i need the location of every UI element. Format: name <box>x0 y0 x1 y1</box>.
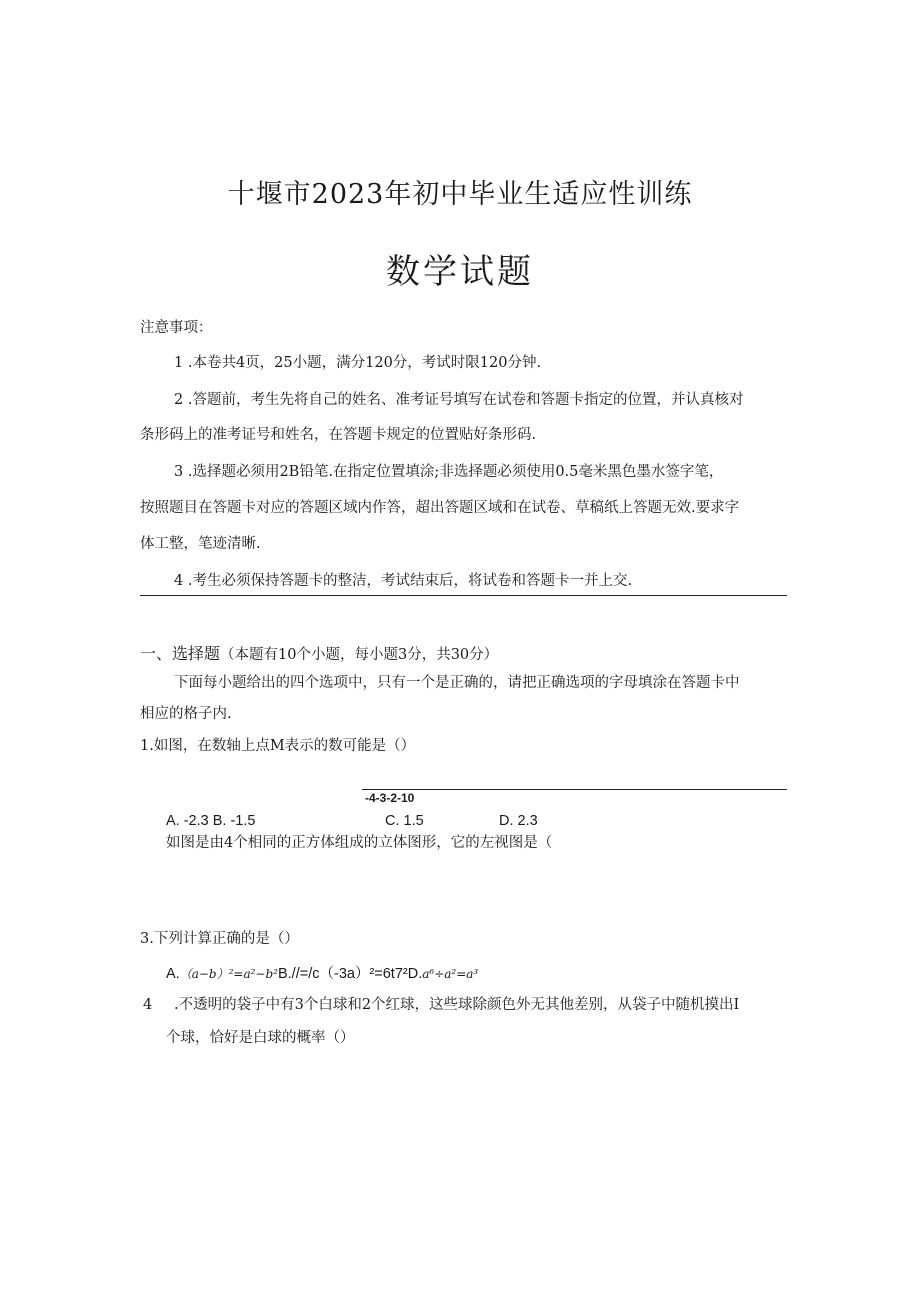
note-item-3-line-1: 3 .选择题必须用2B铅笔.在指定位置填涂;非选择题必须使用0.5毫米黑色墨水签字笔， <box>174 464 724 480</box>
question-3-option-d-expr: a⁶÷a²=a³ <box>422 967 479 981</box>
question-4-line-1: .不透明的袋子中有3个白球和2个红球，这些球除颜色外无其他差别，从袋子中随机摸出I <box>174 997 740 1013</box>
question-3-options <box>166 962 478 983</box>
note-item-1: 1 .本卷共4页，25小题，满分120分，考试时限120分钟. <box>174 355 542 371</box>
exam-title: 十堰市2023年初中毕业生适应性训练 <box>227 179 693 210</box>
question-3-option-a-expr: （a−b）²=a²−b² <box>179 967 278 981</box>
section-1-instruction-line-1: 下面每小题给出的四个选项中，只有一个是正确的，请把正确选项的字母填涂在答题卡中 <box>174 675 740 691</box>
question-1-options-ab: A. -2.3 B. -1.5 <box>166 813 256 829</box>
number-line <box>362 789 787 790</box>
divider-line <box>140 595 787 596</box>
question-3-text: 3.下列计算正确的是（） <box>140 931 299 947</box>
question-4-line-2: 个球，恰好是白球的概率（） <box>166 1030 355 1046</box>
notes-heading: 注意事项： <box>140 320 213 336</box>
question-2-text: 如图是由4个相同的正方体组成的立体图形，它的左视图是（ <box>166 835 553 851</box>
note-item-2-line-2: 条形码上的准考证号和姓名，在答题卡规定的位置贴好条形码. <box>140 427 537 443</box>
question-3-option-bcd: B.//=/c（-3a）²=6t7²D. <box>277 966 423 982</box>
note-item-3-line-3: 体工整，笔迹清晰. <box>140 536 261 552</box>
number-line-labels: -4-3-2-10 <box>365 791 415 805</box>
section-1-title: 一、选择题 <box>140 644 221 663</box>
section-1-instruction-line-2: 相应的格子内. <box>140 706 232 722</box>
question-1-text: 1.如图，在数轴上点M表示的数可能是（） <box>140 738 416 754</box>
exam-subject: 数学试题 <box>386 252 534 292</box>
section-1-header <box>140 641 498 665</box>
question-1-option-d: D. 2.3 <box>499 813 538 829</box>
note-item-4: 4 .考生必须保持答题卡的整洁，考试结束后，将试卷和答题卡一并上交. <box>174 573 633 589</box>
question-3-option-prefix: A. <box>166 966 180 982</box>
question-1-option-c: C. 1.5 <box>385 813 424 829</box>
section-1-detail: （本题有10个小题，每小题3分，共30分） <box>220 647 499 663</box>
question-4-number: 4 <box>143 997 153 1013</box>
note-item-3-line-2: 按照题目在答题卡对应的答题区域内作答，超出答题区域和在试卷、草稿纸上答题无效.要求字 <box>140 500 740 516</box>
note-item-2-line-1: 2 .答题前，考生先将自己的姓名、准考证号填写在试卷和答题卡指定的位置，并认真核对 <box>174 392 744 408</box>
